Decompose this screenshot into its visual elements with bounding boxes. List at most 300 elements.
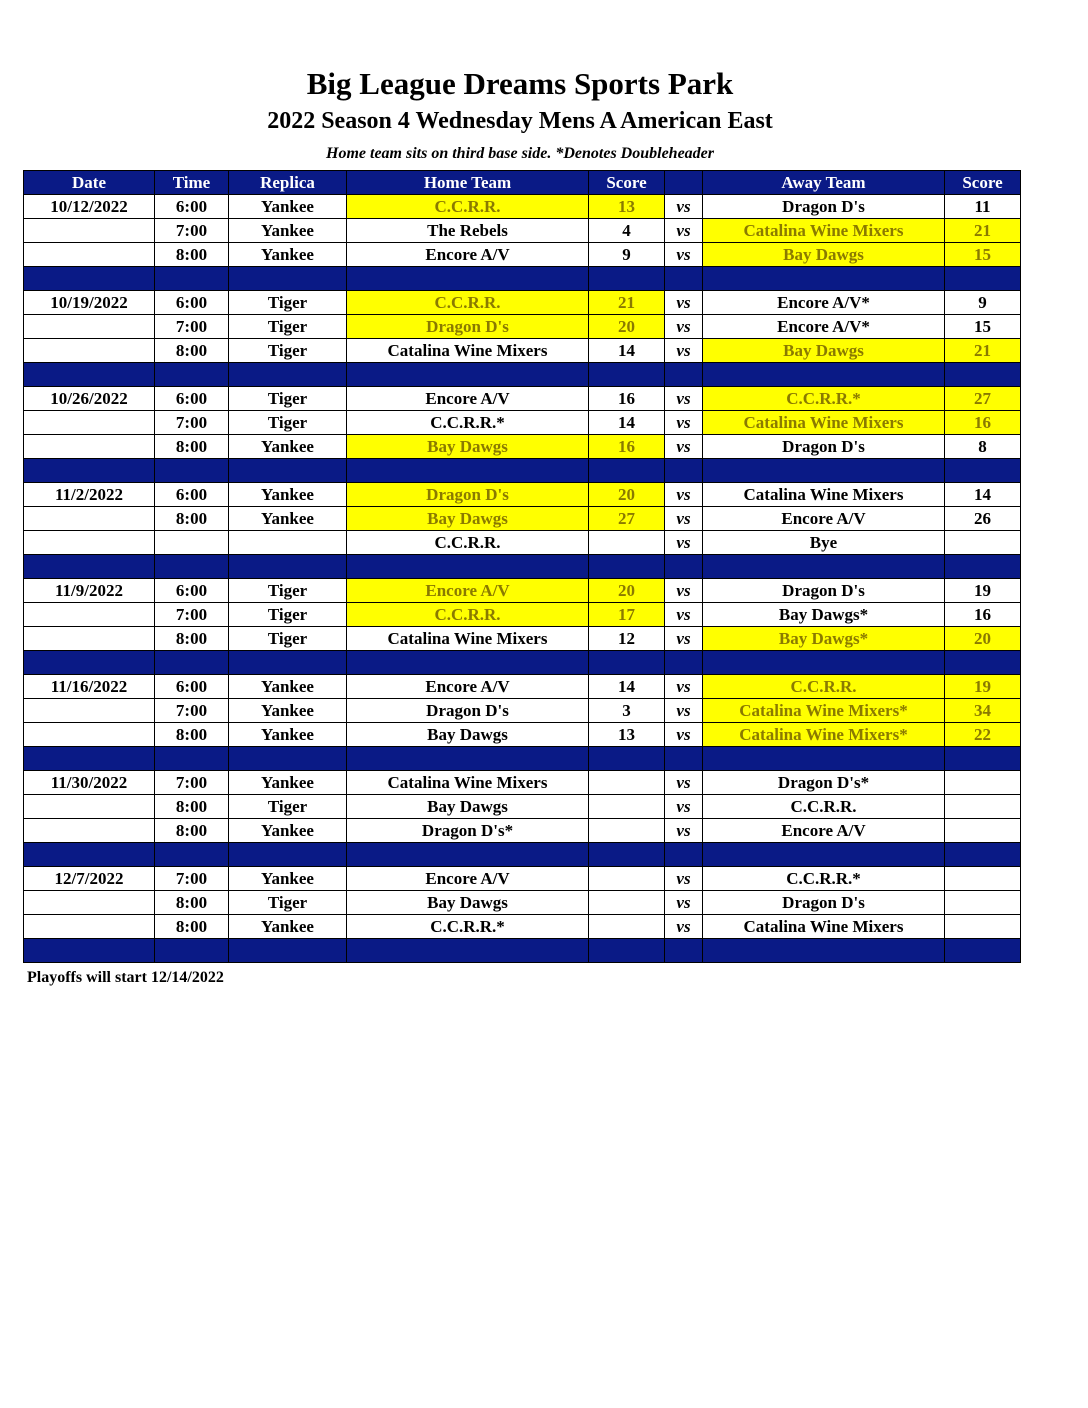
away-score: 15 bbox=[945, 315, 1021, 339]
vs-label: vs bbox=[665, 195, 703, 219]
away-score: 11 bbox=[945, 195, 1021, 219]
table-row bbox=[24, 387, 1021, 411]
home-score bbox=[589, 891, 665, 915]
vs-label: vs bbox=[665, 507, 703, 531]
vs-label: vs bbox=[665, 411, 703, 435]
game-replica: Tiger bbox=[229, 315, 347, 339]
separator-cell bbox=[589, 843, 665, 867]
away-score: 26 bbox=[945, 507, 1021, 531]
vs-label: vs bbox=[665, 699, 703, 723]
separator-cell bbox=[229, 459, 347, 483]
home-team: Dragon D's bbox=[347, 483, 589, 507]
table-row bbox=[24, 723, 1021, 747]
header-away-team: Away Team bbox=[703, 171, 945, 195]
game-replica: Yankee bbox=[229, 723, 347, 747]
game-date bbox=[24, 819, 155, 843]
game-replica: Tiger bbox=[229, 387, 347, 411]
table-row bbox=[24, 315, 1021, 339]
game-date bbox=[24, 795, 155, 819]
home-team: Catalina Wine Mixers bbox=[347, 627, 589, 651]
game-time: 6:00 bbox=[155, 483, 229, 507]
home-score: 14 bbox=[589, 339, 665, 363]
table-row bbox=[24, 531, 1021, 555]
home-score: 4 bbox=[589, 219, 665, 243]
game-time: 8:00 bbox=[155, 627, 229, 651]
vs-label: vs bbox=[665, 243, 703, 267]
week-separator bbox=[24, 939, 1021, 963]
home-team: Bay Dawgs bbox=[347, 435, 589, 459]
home-score bbox=[589, 771, 665, 795]
vs-label: vs bbox=[665, 315, 703, 339]
separator-cell bbox=[24, 651, 155, 675]
separator-cell bbox=[347, 843, 589, 867]
separator-cell bbox=[945, 843, 1021, 867]
separator-cell bbox=[665, 267, 703, 291]
away-team: Bay Dawgs* bbox=[703, 603, 945, 627]
game-time: 7:00 bbox=[155, 315, 229, 339]
table-row bbox=[24, 915, 1021, 939]
separator-cell bbox=[347, 363, 589, 387]
home-score bbox=[589, 915, 665, 939]
game-replica: Yankee bbox=[229, 219, 347, 243]
game-time: 8:00 bbox=[155, 819, 229, 843]
week-separator bbox=[24, 843, 1021, 867]
away-score bbox=[945, 819, 1021, 843]
home-team: Encore A/V bbox=[347, 867, 589, 891]
header-home-team: Home Team bbox=[347, 171, 589, 195]
vs-label: vs bbox=[665, 603, 703, 627]
game-time: 6:00 bbox=[155, 579, 229, 603]
separator-cell bbox=[703, 267, 945, 291]
away-team: Bye bbox=[703, 531, 945, 555]
game-replica: Yankee bbox=[229, 699, 347, 723]
separator-cell bbox=[665, 555, 703, 579]
separator-cell bbox=[589, 363, 665, 387]
home-team: Dragon D's bbox=[347, 699, 589, 723]
away-team: Catalina Wine Mixers* bbox=[703, 723, 945, 747]
separator-cell bbox=[589, 267, 665, 291]
home-team: C.C.R.R. bbox=[347, 531, 589, 555]
separator-cell bbox=[24, 843, 155, 867]
separator-cell bbox=[589, 459, 665, 483]
separator-cell bbox=[155, 843, 229, 867]
separator-cell bbox=[229, 843, 347, 867]
away-score: 14 bbox=[945, 483, 1021, 507]
away-team: Bay Dawgs* bbox=[703, 627, 945, 651]
table-row bbox=[24, 339, 1021, 363]
week-separator bbox=[24, 747, 1021, 771]
game-time: 8:00 bbox=[155, 435, 229, 459]
home-team: Bay Dawgs bbox=[347, 795, 589, 819]
game-replica: Yankee bbox=[229, 507, 347, 531]
table-row bbox=[24, 627, 1021, 651]
separator-cell bbox=[24, 555, 155, 579]
table-row bbox=[24, 891, 1021, 915]
home-score: 12 bbox=[589, 627, 665, 651]
separator-cell bbox=[24, 267, 155, 291]
home-score: 20 bbox=[589, 483, 665, 507]
away-team: Catalina Wine Mixers bbox=[703, 411, 945, 435]
game-time: 7:00 bbox=[155, 699, 229, 723]
home-team: Dragon D's* bbox=[347, 819, 589, 843]
away-team: C.C.R.R.* bbox=[703, 867, 945, 891]
game-date: 10/19/2022 bbox=[24, 291, 155, 315]
table-row bbox=[24, 603, 1021, 627]
home-score bbox=[589, 819, 665, 843]
away-score: 21 bbox=[945, 339, 1021, 363]
away-score: 34 bbox=[945, 699, 1021, 723]
vs-label: vs bbox=[665, 915, 703, 939]
week-separator bbox=[24, 267, 1021, 291]
separator-cell bbox=[945, 939, 1021, 963]
home-score: 17 bbox=[589, 603, 665, 627]
game-date: 11/9/2022 bbox=[24, 579, 155, 603]
home-score: 16 bbox=[589, 387, 665, 411]
game-replica: Tiger bbox=[229, 627, 347, 651]
game-replica: Yankee bbox=[229, 819, 347, 843]
separator-cell bbox=[229, 747, 347, 771]
game-date bbox=[24, 531, 155, 555]
away-team: Encore A/V* bbox=[703, 315, 945, 339]
header-home-score: Score bbox=[589, 171, 665, 195]
away-team: Dragon D's bbox=[703, 579, 945, 603]
game-time: 7:00 bbox=[155, 771, 229, 795]
table-row bbox=[24, 483, 1021, 507]
game-time: 7:00 bbox=[155, 219, 229, 243]
home-team: Catalina Wine Mixers bbox=[347, 771, 589, 795]
game-time: 8:00 bbox=[155, 243, 229, 267]
separator-cell bbox=[155, 939, 229, 963]
vs-label: vs bbox=[665, 867, 703, 891]
home-score bbox=[589, 867, 665, 891]
separator-cell bbox=[347, 267, 589, 291]
separator-cell bbox=[229, 363, 347, 387]
home-team: Bay Dawgs bbox=[347, 723, 589, 747]
vs-label: vs bbox=[665, 771, 703, 795]
separator-cell bbox=[589, 555, 665, 579]
home-team: C.C.R.R. bbox=[347, 195, 589, 219]
game-time: 6:00 bbox=[155, 291, 229, 315]
separator-cell bbox=[24, 459, 155, 483]
home-team: Encore A/V bbox=[347, 243, 589, 267]
home-score: 27 bbox=[589, 507, 665, 531]
game-date bbox=[24, 627, 155, 651]
table-row bbox=[24, 675, 1021, 699]
away-score: 16 bbox=[945, 411, 1021, 435]
game-replica: Yankee bbox=[229, 243, 347, 267]
away-score: 22 bbox=[945, 723, 1021, 747]
away-team: Catalina Wine Mixers bbox=[703, 219, 945, 243]
vs-label: vs bbox=[665, 219, 703, 243]
vs-label: vs bbox=[665, 579, 703, 603]
game-date bbox=[24, 339, 155, 363]
separator-cell bbox=[155, 555, 229, 579]
game-date bbox=[24, 891, 155, 915]
home-team: Dragon D's bbox=[347, 315, 589, 339]
table-row bbox=[24, 195, 1021, 219]
away-team: Encore A/V bbox=[703, 507, 945, 531]
separator-cell bbox=[945, 555, 1021, 579]
vs-label: vs bbox=[665, 531, 703, 555]
separator-cell bbox=[665, 459, 703, 483]
away-score: 15 bbox=[945, 243, 1021, 267]
doubleheader-note: Home team sits on third base side. *Denotes Doubleheader bbox=[326, 145, 714, 162]
separator-cell bbox=[229, 267, 347, 291]
vs-label: vs bbox=[665, 819, 703, 843]
game-time: 8:00 bbox=[155, 723, 229, 747]
game-date bbox=[24, 723, 155, 747]
away-team: Dragon D's* bbox=[703, 771, 945, 795]
home-team: Encore A/V bbox=[347, 675, 589, 699]
game-replica: Tiger bbox=[229, 579, 347, 603]
home-score: 14 bbox=[589, 411, 665, 435]
home-score bbox=[589, 795, 665, 819]
away-score: 19 bbox=[945, 579, 1021, 603]
separator-cell bbox=[703, 939, 945, 963]
separator-cell bbox=[945, 651, 1021, 675]
table-row bbox=[24, 579, 1021, 603]
table-row bbox=[24, 507, 1021, 531]
away-score: 19 bbox=[945, 675, 1021, 699]
separator-cell bbox=[347, 747, 589, 771]
game-replica: Yankee bbox=[229, 483, 347, 507]
header-row bbox=[24, 171, 1021, 195]
home-score: 9 bbox=[589, 243, 665, 267]
separator-cell bbox=[229, 939, 347, 963]
game-date bbox=[24, 435, 155, 459]
separator-cell bbox=[945, 267, 1021, 291]
header-vs bbox=[665, 171, 703, 195]
separator-cell bbox=[665, 363, 703, 387]
game-date: 10/26/2022 bbox=[24, 387, 155, 411]
home-team: Bay Dawgs bbox=[347, 507, 589, 531]
game-time: 7:00 bbox=[155, 411, 229, 435]
game-date: 10/12/2022 bbox=[24, 195, 155, 219]
away-team: Encore A/V bbox=[703, 819, 945, 843]
game-time: 7:00 bbox=[155, 867, 229, 891]
game-date bbox=[24, 699, 155, 723]
away-team: Catalina Wine Mixers bbox=[703, 915, 945, 939]
vs-label: vs bbox=[665, 627, 703, 651]
game-replica: Yankee bbox=[229, 195, 347, 219]
home-team: Encore A/V bbox=[347, 387, 589, 411]
separator-cell bbox=[665, 939, 703, 963]
vs-label: vs bbox=[665, 339, 703, 363]
separator-cell bbox=[155, 747, 229, 771]
table-row bbox=[24, 771, 1021, 795]
home-score: 3 bbox=[589, 699, 665, 723]
game-time: 6:00 bbox=[155, 195, 229, 219]
home-score: 20 bbox=[589, 579, 665, 603]
separator-cell bbox=[155, 267, 229, 291]
separator-cell bbox=[347, 939, 589, 963]
separator-cell bbox=[703, 555, 945, 579]
game-replica: Tiger bbox=[229, 411, 347, 435]
week-separator bbox=[24, 363, 1021, 387]
separator-cell bbox=[945, 747, 1021, 771]
game-date bbox=[24, 507, 155, 531]
table-row bbox=[24, 435, 1021, 459]
game-time: 8:00 bbox=[155, 915, 229, 939]
game-replica: Tiger bbox=[229, 603, 347, 627]
table-row bbox=[24, 867, 1021, 891]
home-team: Bay Dawgs bbox=[347, 891, 589, 915]
home-score: 14 bbox=[589, 675, 665, 699]
game-date bbox=[24, 603, 155, 627]
schedule-table bbox=[23, 170, 1021, 963]
table-row bbox=[24, 699, 1021, 723]
game-date: 11/2/2022 bbox=[24, 483, 155, 507]
vs-label: vs bbox=[665, 435, 703, 459]
separator-cell bbox=[347, 555, 589, 579]
table-row bbox=[24, 243, 1021, 267]
home-score: 16 bbox=[589, 435, 665, 459]
header-away-score: Score bbox=[945, 171, 1021, 195]
separator-cell bbox=[945, 459, 1021, 483]
home-team: Encore A/V bbox=[347, 579, 589, 603]
game-date bbox=[24, 219, 155, 243]
page-subtitle: 2022 Season 4 Wednesday Mens A American East bbox=[267, 108, 773, 134]
game-replica: Tiger bbox=[229, 339, 347, 363]
table-row bbox=[24, 819, 1021, 843]
game-date: 11/30/2022 bbox=[24, 771, 155, 795]
game-date bbox=[24, 243, 155, 267]
home-score bbox=[589, 531, 665, 555]
away-team: Encore A/V* bbox=[703, 291, 945, 315]
separator-cell bbox=[347, 459, 589, 483]
separator-cell bbox=[24, 939, 155, 963]
game-replica: Tiger bbox=[229, 795, 347, 819]
separator-cell bbox=[665, 747, 703, 771]
away-score: 21 bbox=[945, 219, 1021, 243]
game-time: 8:00 bbox=[155, 507, 229, 531]
away-score: 20 bbox=[945, 627, 1021, 651]
game-replica: Tiger bbox=[229, 891, 347, 915]
separator-cell bbox=[703, 651, 945, 675]
away-team: Catalina Wine Mixers bbox=[703, 483, 945, 507]
game-time: 8:00 bbox=[155, 891, 229, 915]
separator-cell bbox=[229, 555, 347, 579]
game-time bbox=[155, 531, 229, 555]
separator-cell bbox=[347, 651, 589, 675]
home-score: 21 bbox=[589, 291, 665, 315]
away-team: Bay Dawgs bbox=[703, 339, 945, 363]
game-replica: Yankee bbox=[229, 867, 347, 891]
header-replica: Replica bbox=[229, 171, 347, 195]
separator-cell bbox=[703, 459, 945, 483]
home-score: 13 bbox=[589, 723, 665, 747]
game-time: 8:00 bbox=[155, 795, 229, 819]
away-team: Bay Dawgs bbox=[703, 243, 945, 267]
game-replica: Tiger bbox=[229, 291, 347, 315]
header-time: Time bbox=[155, 171, 229, 195]
schedule-body bbox=[24, 195, 1021, 963]
game-replica: Yankee bbox=[229, 915, 347, 939]
game-replica: Yankee bbox=[229, 771, 347, 795]
separator-cell bbox=[24, 363, 155, 387]
separator-cell bbox=[665, 651, 703, 675]
away-team: Catalina Wine Mixers* bbox=[703, 699, 945, 723]
game-date bbox=[24, 411, 155, 435]
table-row bbox=[24, 291, 1021, 315]
game-time: 6:00 bbox=[155, 675, 229, 699]
header-date: Date bbox=[24, 171, 155, 195]
vs-label: vs bbox=[665, 723, 703, 747]
separator-cell bbox=[589, 939, 665, 963]
separator-cell bbox=[945, 363, 1021, 387]
home-team: The Rebels bbox=[347, 219, 589, 243]
away-team: C.C.R.R. bbox=[703, 675, 945, 699]
away-score bbox=[945, 915, 1021, 939]
game-date: 11/16/2022 bbox=[24, 675, 155, 699]
home-team: Catalina Wine Mixers bbox=[347, 339, 589, 363]
away-score: 16 bbox=[945, 603, 1021, 627]
separator-cell bbox=[703, 843, 945, 867]
home-score: 13 bbox=[589, 195, 665, 219]
vs-label: vs bbox=[665, 387, 703, 411]
away-score bbox=[945, 867, 1021, 891]
vs-label: vs bbox=[665, 891, 703, 915]
game-time: 8:00 bbox=[155, 339, 229, 363]
vs-label: vs bbox=[665, 291, 703, 315]
away-team: Dragon D's bbox=[703, 891, 945, 915]
table-row bbox=[24, 411, 1021, 435]
game-replica: Yankee bbox=[229, 675, 347, 699]
home-team: C.C.R.R. bbox=[347, 291, 589, 315]
away-score: 9 bbox=[945, 291, 1021, 315]
away-score: 8 bbox=[945, 435, 1021, 459]
game-time: 6:00 bbox=[155, 387, 229, 411]
separator-cell bbox=[589, 747, 665, 771]
separator-cell bbox=[155, 651, 229, 675]
game-date bbox=[24, 315, 155, 339]
separator-cell bbox=[703, 363, 945, 387]
away-team: Dragon D's bbox=[703, 195, 945, 219]
away-score: 27 bbox=[945, 387, 1021, 411]
week-separator bbox=[24, 459, 1021, 483]
table-row bbox=[24, 219, 1021, 243]
game-replica bbox=[229, 531, 347, 555]
table-row bbox=[24, 795, 1021, 819]
game-date bbox=[24, 915, 155, 939]
home-team: C.C.R.R.* bbox=[347, 411, 589, 435]
playoffs-note: Playoffs will start 12/14/2022 bbox=[27, 969, 224, 986]
away-score bbox=[945, 771, 1021, 795]
separator-cell bbox=[24, 747, 155, 771]
separator-cell bbox=[155, 363, 229, 387]
separator-cell bbox=[155, 459, 229, 483]
away-team: C.C.R.R. bbox=[703, 795, 945, 819]
home-score: 20 bbox=[589, 315, 665, 339]
vs-label: vs bbox=[665, 675, 703, 699]
away-score bbox=[945, 531, 1021, 555]
home-team: C.C.R.R.* bbox=[347, 915, 589, 939]
away-score bbox=[945, 891, 1021, 915]
page-title: Big League Dreams Sports Park bbox=[306, 66, 734, 101]
away-score bbox=[945, 795, 1021, 819]
week-separator bbox=[24, 555, 1021, 579]
separator-cell bbox=[703, 747, 945, 771]
game-replica: Yankee bbox=[229, 435, 347, 459]
game-time: 7:00 bbox=[155, 603, 229, 627]
separator-cell bbox=[589, 651, 665, 675]
away-team: Dragon D's bbox=[703, 435, 945, 459]
week-separator bbox=[24, 651, 1021, 675]
separator-cell bbox=[665, 843, 703, 867]
vs-label: vs bbox=[665, 795, 703, 819]
away-team: C.C.R.R.* bbox=[703, 387, 945, 411]
game-date: 12/7/2022 bbox=[24, 867, 155, 891]
